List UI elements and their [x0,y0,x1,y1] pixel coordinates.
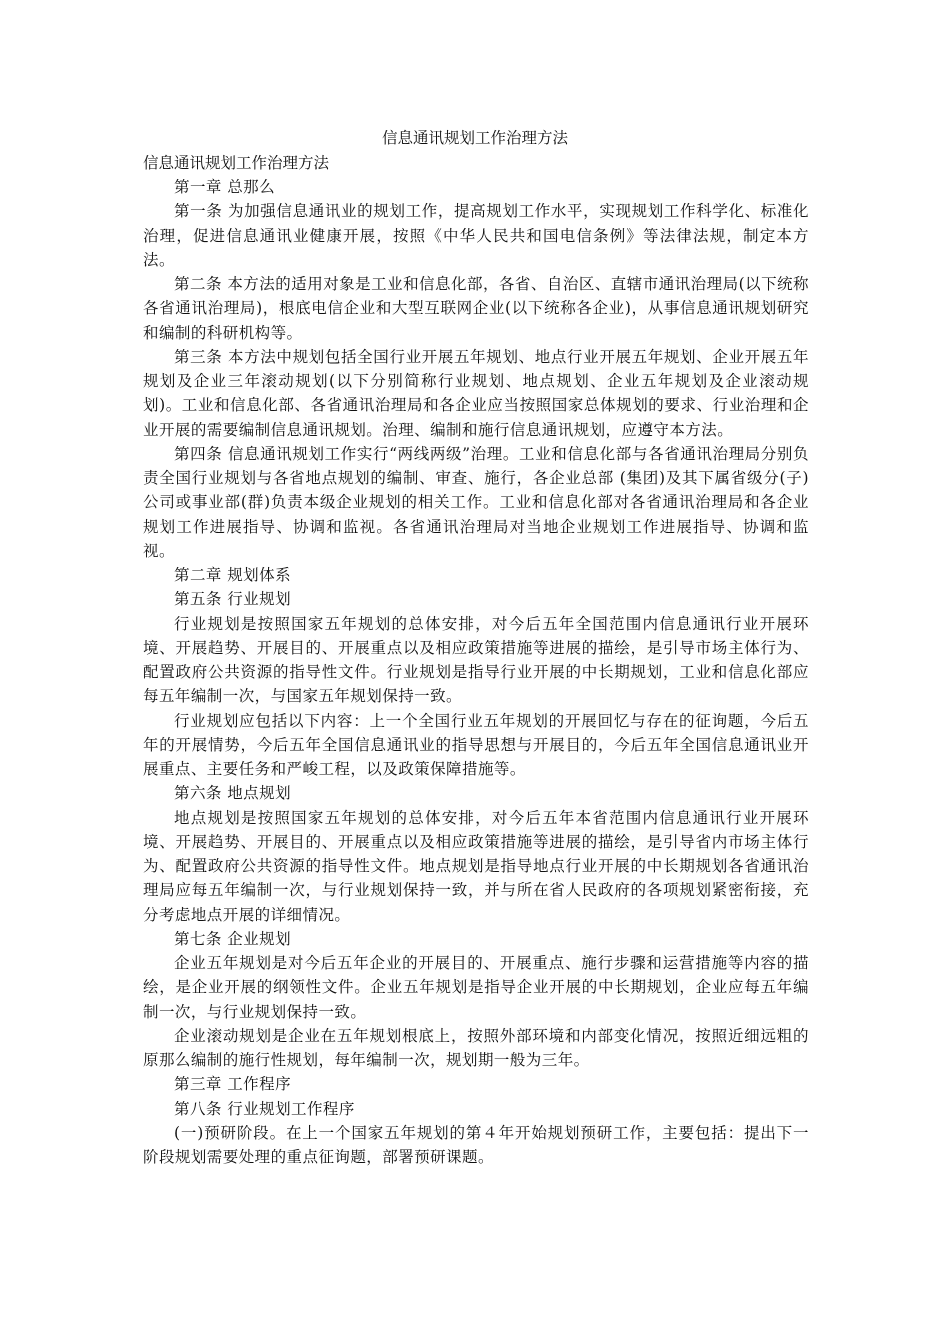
article-paragraph: 第二条 本方法的适用对象是工业和信息化部，各省、自治区、直辖市通讯治理局(以下统称各省通讯治理局)，根底电信企业和大型互联网企业(以下统称各企业)，从事信息通讯规划研究和编制的科研机构等。 [143,275,809,342]
document-title: 信息通讯规划工作治理方法 [381,129,568,147]
article-heading: 第五条 行业规划 [174,590,292,609]
article-paragraph: 第三条 本方法中规划包括全国行业开展五年规划、地点行业开展五年规划、企业开展五年规划及企业三年滚动规划(以下分别简称行业规划、地点规划、企业五年规划及企业滚动规划)。工业和信息化部、各省通讯治理局和各企业应当按照国家总体规划的要求、行业治理和企业开展的需要编制信息通讯规划。治理、编制和施行信息通讯规划，应遵守本方法。 [143,347,809,439]
body-paragraph: 企业滚动规划是企业在五年规划根底上，按照外部环境和内部变化情况，按照近细远粗的原那么编制的施行性规划，每年编制一次，规划期一般为三年。 [143,1026,809,1069]
document-body [143,175,809,1169]
article-heading: 第八条 行业规划工作程序 [174,1099,355,1118]
chapter-heading: 第一章 总那么 [174,178,276,196]
body-paragraph: 行业规划是按照国家五年规划的总体安排，对今后五年全国范围内信息通讯行业开展环境、开展趋势、开展目的、开展重点以及相应政策措施等进展的描绘，是引导市场主体行为、配置政府公共资源的指导性文件。行业规划是指导行业开展的中长期规划，工业和信息化部应每五年编制一次，与国家五年规划保持一致。 [143,614,809,706]
article-paragraph: 第四条 信息通讯规划工作实行“两线两级”治理。工业和信息化部与各省通讯治理局分别负责全国行业规划与各省地点规划的编制、审查、施行，各企业总部 (集团)及其下属省级分(子)公司或事业部(群)负责本级企业规划的相关工作。工业和信息化部对各省通讯治理局和各企业规划工作进展指导、协调和监视。各省通讯治理局对当地企业规划工作进展指导、协调和监视。 [143,444,809,560]
body-paragraph: (一)预研阶段。在上一个国家五年规划的第４年开始规划预研工作，主要包括：提出下一阶段规划需要处理的重点征询题，部署预研课题。 [143,1123,809,1166]
body-paragraph: 企业五年规划是对今后五年企业的开展目的、开展重点、施行步骤和运营措施等内容的描绘，是企业开展的纲领性文件。企业五年规划是指导企业开展的中长期规划，企业应每五年编制一次，与行业规划保持一致。 [143,954,809,1021]
article-heading: 第六条 地点规划 [174,784,292,803]
chapter-heading: 第三章 工作程序 [174,1075,292,1094]
document-subtitle: 信息通讯规划工作治理方法 [143,154,330,172]
chapter-heading: 第二章 规划体系 [174,566,292,584]
body-paragraph: 地点规划是按照国家五年规划的总体安排，对今后五年本省范围内信息通讯行业开展环境、开展趋势、开展目的、开展重点以及相应政策措施等进展的描绘，是引导省内市场主体行为、配置政府公共资源的指导性文件。地点规划是指导地点行业开展的中长期规划各省通讯治理局应每五年编制一次，与行业规划保持一致，并与所在省人民政府的各项规划紧密衔接，充分考虑地点开展的详细情况。 [143,808,809,924]
article-paragraph: 第一条 为加强信息通讯业的规划工作，提高规划工作水平，实现规划工作科学化、标准化治理，促进信息通讯业健康开展，按照《中华人民共和国电信条例》等法律法规，制定本方法。 [143,202,809,269]
body-paragraph: 行业规划应包括以下内容：上一个全国行业五年规划的开展回忆与存在的征询题，今后五年的开展情势，今后五年全国信息通讯业的指导思想与开展目的，今后五年全国信息通讯业开展重点、主要任务和严峻工程，以及政策保障措施等。 [143,711,809,778]
article-heading: 第七条 企业规划 [174,929,292,948]
